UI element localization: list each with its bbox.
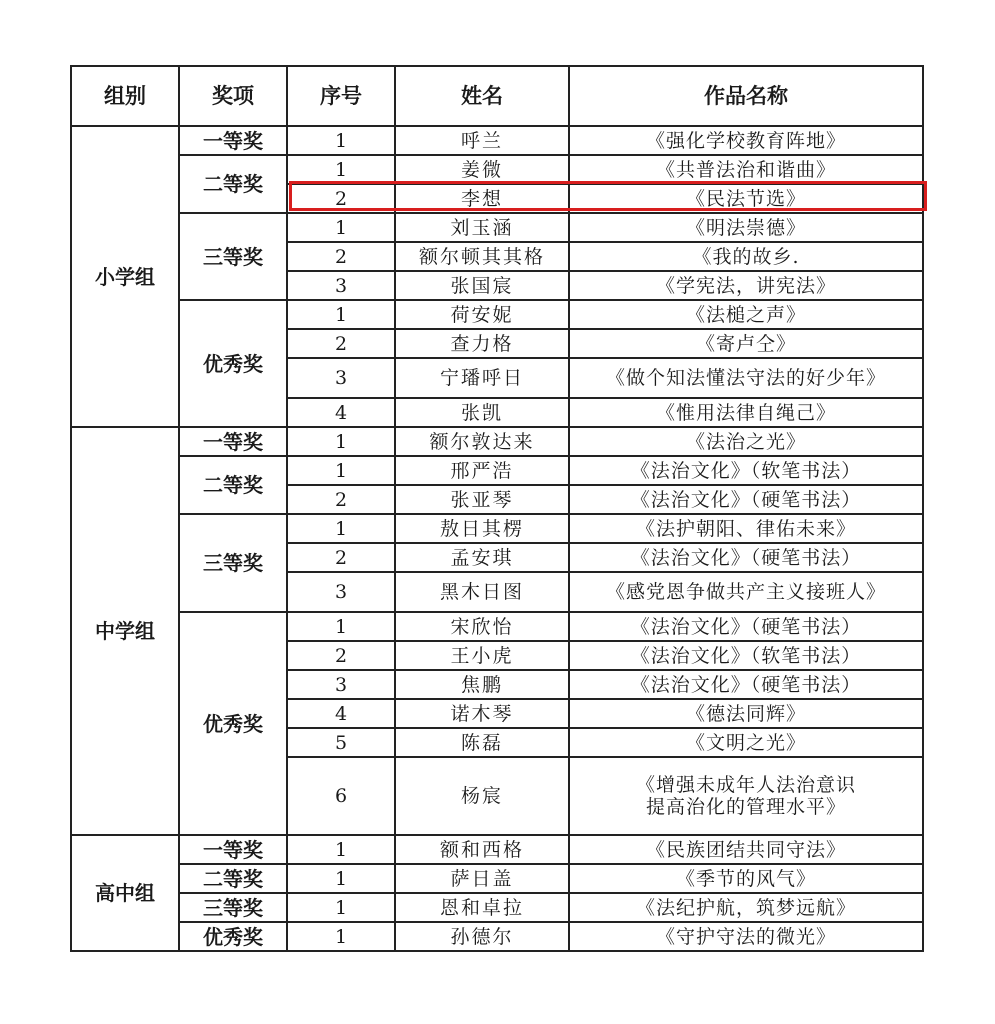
header-name: 姓名 bbox=[395, 66, 569, 126]
number-cell: 5 bbox=[287, 728, 395, 757]
header-row bbox=[71, 66, 923, 126]
award-cell: 二等奖 bbox=[179, 864, 287, 893]
name-cell: 荷安妮 bbox=[395, 300, 569, 329]
name-cell: 刘玉涵 bbox=[395, 213, 569, 242]
work-title-cell: 《做个知法懂法守法的好少年》 bbox=[569, 358, 923, 398]
name-cell: 敖日其楞 bbox=[395, 514, 569, 543]
award-cell: 二等奖 bbox=[179, 155, 287, 213]
work-title-cell: 《学宪法，讲宪法》 bbox=[569, 271, 923, 300]
name-cell: 张凯 bbox=[395, 398, 569, 427]
number-cell: 2 bbox=[287, 543, 395, 572]
work-title-cell: 《法治文化》（硬笔书法） bbox=[569, 543, 923, 572]
name-cell: 萨日盖 bbox=[395, 864, 569, 893]
name-cell: 诺木琴 bbox=[395, 699, 569, 728]
number-cell: 1 bbox=[287, 213, 395, 242]
number-cell: 1 bbox=[287, 514, 395, 543]
work-title-cell: 《法治文化》（软笔书法） bbox=[569, 456, 923, 485]
table-row bbox=[71, 300, 923, 329]
work-title-cell: 《共普法治和谐曲》 bbox=[569, 155, 923, 184]
work-title-cell: 《民族团结共同守法》 bbox=[569, 835, 923, 864]
award-table bbox=[70, 65, 924, 952]
work-title-cell: 《我的故乡. bbox=[569, 242, 923, 271]
group-cell: 高中组 bbox=[71, 835, 179, 951]
group-cell: 小学组 bbox=[71, 126, 179, 427]
table-row bbox=[71, 835, 923, 864]
award-cell: 三等奖 bbox=[179, 893, 287, 922]
number-cell: 1 bbox=[287, 864, 395, 893]
table-row bbox=[71, 864, 923, 893]
name-cell: 孙德尔 bbox=[395, 922, 569, 951]
award-cell: 一等奖 bbox=[179, 427, 287, 456]
number-cell: 3 bbox=[287, 271, 395, 300]
work-title-cell: 《寄卢仝》 bbox=[569, 329, 923, 358]
table-row bbox=[71, 213, 923, 242]
work-title-cell: 《法治文化》（硬笔书法） bbox=[569, 485, 923, 514]
number-cell: 3 bbox=[287, 572, 395, 612]
number-cell: 1 bbox=[287, 126, 395, 155]
number-cell: 2 bbox=[287, 329, 395, 358]
work-title-cell: 《法治之光》 bbox=[569, 427, 923, 456]
number-cell: 1 bbox=[287, 427, 395, 456]
number-cell: 4 bbox=[287, 398, 395, 427]
work-title-cell: 《明法崇德》 bbox=[569, 213, 923, 242]
work-title-cell: 《感党恩争做共产主义接班人》 bbox=[569, 572, 923, 612]
number-cell: 4 bbox=[287, 699, 395, 728]
number-cell: 1 bbox=[287, 155, 395, 184]
table-row bbox=[71, 126, 923, 155]
work-title-cell: 《法治文化》（软笔书法） bbox=[569, 641, 923, 670]
work-title-cell: 《惟用法律自绳己》 bbox=[569, 398, 923, 427]
work-title-cell: 《民法节选》 bbox=[569, 184, 923, 213]
number-cell: 3 bbox=[287, 358, 395, 398]
number-cell: 1 bbox=[287, 893, 395, 922]
name-cell: 查力格 bbox=[395, 329, 569, 358]
work-title-cell: 《法纪护航，筑梦远航》 bbox=[569, 893, 923, 922]
number-cell: 2 bbox=[287, 242, 395, 271]
name-cell: 王小虎 bbox=[395, 641, 569, 670]
award-cell: 三等奖 bbox=[179, 213, 287, 300]
award-cell: 一等奖 bbox=[179, 126, 287, 155]
name-cell: 额尔敦达来 bbox=[395, 427, 569, 456]
table-row bbox=[71, 155, 923, 184]
work-title-cell: 《德法同辉》 bbox=[569, 699, 923, 728]
header-group: 组别 bbox=[71, 66, 179, 126]
table-row bbox=[71, 456, 923, 485]
name-cell: 额和西格 bbox=[395, 835, 569, 864]
award-cell: 优秀奖 bbox=[179, 612, 287, 835]
award-cell: 一等奖 bbox=[179, 835, 287, 864]
name-cell: 张国宸 bbox=[395, 271, 569, 300]
name-cell: 呼兰 bbox=[395, 126, 569, 155]
award-cell: 优秀奖 bbox=[179, 300, 287, 427]
name-cell: 宋欣怡 bbox=[395, 612, 569, 641]
table-body bbox=[71, 126, 923, 951]
number-cell: 6 bbox=[287, 757, 395, 835]
award-list-document bbox=[70, 65, 922, 952]
work-title-cell: 《增强未成年人法治意识 提高治化的管理水平》 bbox=[569, 757, 923, 835]
table-row bbox=[71, 893, 923, 922]
name-cell: 额尔顿其其格 bbox=[395, 242, 569, 271]
number-cell: 2 bbox=[287, 184, 395, 213]
number-cell: 2 bbox=[287, 485, 395, 514]
header-number: 序号 bbox=[287, 66, 395, 126]
number-cell: 3 bbox=[287, 670, 395, 699]
award-cell: 优秀奖 bbox=[179, 922, 287, 951]
award-cell: 三等奖 bbox=[179, 514, 287, 612]
group-cell: 中学组 bbox=[71, 427, 179, 835]
number-cell: 1 bbox=[287, 456, 395, 485]
work-title-cell: 《强化学校教育阵地》 bbox=[569, 126, 923, 155]
header-work-title: 作品名称 bbox=[569, 66, 923, 126]
number-cell: 1 bbox=[287, 612, 395, 641]
name-cell: 陈磊 bbox=[395, 728, 569, 757]
number-cell: 2 bbox=[287, 641, 395, 670]
table-row bbox=[71, 427, 923, 456]
name-cell: 张亚琴 bbox=[395, 485, 569, 514]
number-cell: 1 bbox=[287, 835, 395, 864]
name-cell: 焦鹏 bbox=[395, 670, 569, 699]
table-row bbox=[71, 514, 923, 543]
name-cell: 恩和卓拉 bbox=[395, 893, 569, 922]
work-title-cell: 《法治文化》（硬笔书法） bbox=[569, 670, 923, 699]
work-title-cell: 《法槌之声》 bbox=[569, 300, 923, 329]
name-cell: 黑木日图 bbox=[395, 572, 569, 612]
header-award: 奖项 bbox=[179, 66, 287, 126]
name-cell: 杨宸 bbox=[395, 757, 569, 835]
name-cell: 孟安琪 bbox=[395, 543, 569, 572]
number-cell: 1 bbox=[287, 300, 395, 329]
name-cell: 宁璠呼日 bbox=[395, 358, 569, 398]
number-cell: 1 bbox=[287, 922, 395, 951]
work-title-cell: 《法治文化》（硬笔书法） bbox=[569, 612, 923, 641]
name-cell: 姜微 bbox=[395, 155, 569, 184]
award-cell: 二等奖 bbox=[179, 456, 287, 514]
work-title-cell: 《季节的风气》 bbox=[569, 864, 923, 893]
work-title-cell: 《法护朝阳、律佑未来》 bbox=[569, 514, 923, 543]
name-cell: 邢严浩 bbox=[395, 456, 569, 485]
table-row bbox=[71, 922, 923, 951]
name-cell: 李想 bbox=[395, 184, 569, 213]
work-title-cell: 《守护守法的微光》 bbox=[569, 922, 923, 951]
work-title-cell: 《文明之光》 bbox=[569, 728, 923, 757]
table-row bbox=[71, 612, 923, 641]
